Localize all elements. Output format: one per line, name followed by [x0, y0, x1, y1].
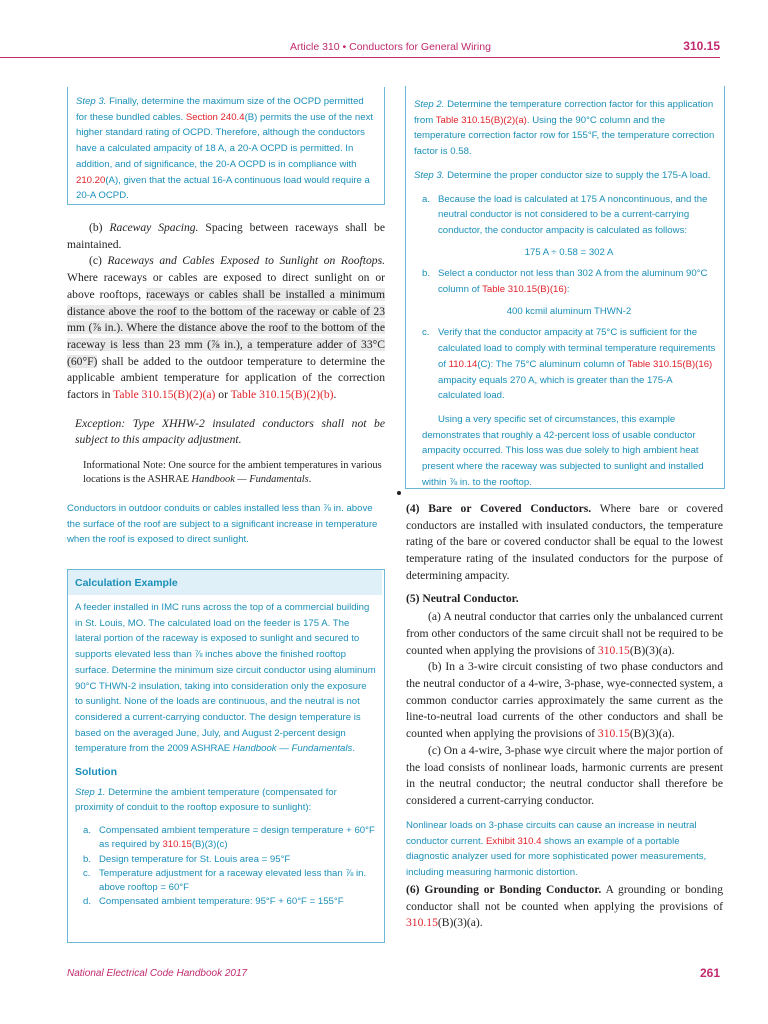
section-5-heading: (5) Neutral Conductor. — [406, 591, 519, 605]
commentary-sunlight: Conductors in outdoor conduits or cables installed less than ⅞ in. above the surface of the roof are subject to a significant increase in temperature when the roof is exposed to direct sunlight. — [67, 503, 378, 546]
section-number: 310.15 — [683, 39, 720, 53]
list-item: b. Design temperature for St. Louis area = 95°F — [83, 853, 291, 865]
commentary-nonlinear: Nonlinear loads on 3-phase circuits can cause an increase in neutral conductor current. Exhibit 310.4 shows an example of a portable diagnostic analyzer used for more sophisticated power measurements, including measuring harmonic distortion. — [406, 820, 707, 879]
list-item: c. Temperature adjustment for a raceway elevated less than ⅞ in. above rooftop = 60°F — [83, 867, 367, 893]
section-6: (6) Grounding or Bonding Conductor. A grounding or bonding conductor shall not be counted when applying the provisions of 310.15(B)(3)(a). — [406, 883, 723, 930]
right-box-content — [414, 97, 716, 490]
calc-step1: Step 1. Determine the ambient temperature (compensated for proximity of conduit to the rooftop exposure to sunlight): — [75, 786, 337, 814]
left-box-step3: Step 3. Finally, determine the maximum size of the OCPD permitted for these bundled cables. Section 240.4(B) permits the use of the next higher standard rating of OCPD. Therefore, although the conductors have a calculated ampacity of 18 A, a 20-A OCPD is permitted. In addition, and of significance, the 20-A OCPD is in compliance with 210.20(A), given that the actual 16-A continuous load would require a 20-A OCPD. — [76, 96, 374, 202]
calc-intro: A feeder installed in IMC runs across the top of a commercial building in St. Louis, MO. The calculated load on the feeder is 175 A. The lateral portion of the raceway is exposed to sunlight and secured to supports elevated less than ⅞ inches above the finished rooftop surface. Determine the minimum size circuit conductor using aluminum 90°C THWN-2 insulation, taking into consideration only the exposure to sunlight. None of the loads are continuous, and the neutral is not considered a current-carrying conductor. The design temperature is based on the averaged June, July, and August 2-percent design temperature from the 2009 ASHRAE Handbook — Fundamentals. — [75, 602, 376, 755]
informational-note: Informational Note: One source for the ambient temperatures in various locations is the ASHRAE Handbook — Fundamentals. — [83, 460, 382, 485]
section-5a: (a) A neutral conductor that carries only the unbalanced current from other conductors of the same circuit shall not be required to be counted when applying the provisions of 310.15(B)(3)(a). — [406, 610, 723, 657]
ref-210-20[interactable]: 210.20 — [76, 174, 106, 186]
section-5b: (b) In a 3-wire circuit consisting of two phase conductors and the neutral conductor of a 4-wire, 3-phase, wye-connected system, a common conductor carries approximately the same current as the line-to-neutral load currents of the other conductors and shall be counted when applying the provisions of 310.15(B)(3)(a). — [406, 660, 723, 741]
ref-110-14[interactable]: 110.14 — [448, 358, 478, 370]
right-closing: Using a very specific set of circumstances, this example demonstrates that roughly a 42-percent loss of usable conductor ampacity occurred. This loss was due solely to high ambient heat present where the raceway was subjected to sunlight and installed within ⅞ in. to the rooftop. — [422, 413, 704, 488]
ref-table-b2a-right[interactable]: Table 310.15(B)(2)(a) — [435, 114, 527, 126]
ref-310-15-5a[interactable]: 310.15 — [597, 643, 630, 657]
ref-310-15-6[interactable]: 310.15 — [406, 916, 438, 930]
header-rule — [0, 57, 720, 58]
right-step3-list — [414, 192, 716, 404]
running-head: Article 310 • Conductors for General Wiring — [290, 41, 491, 53]
calculation-body — [75, 600, 377, 909]
formula: 175 A ÷ 0.58 = 302 A — [524, 246, 614, 258]
conductor-result: 400 kcmil aluminum THWN-2 — [506, 305, 632, 317]
section-4: (4) Bare or Covered Conductors. Where bare or covered conductors are installed with insulated conductors, the temperature rating of the bare or covered conductor shall be equal to the lowest temperature rating of the insulated conductors for the purpose of determining ampacity. — [406, 502, 723, 582]
ref-310-15[interactable]: 310.15 — [162, 839, 192, 851]
ref-section-240-4[interactable]: Section 240.4 — [185, 111, 245, 123]
right-body — [406, 501, 723, 810]
ref-table-b16[interactable]: Table 310.15(B)(16) — [482, 284, 567, 296]
ref-table-b2b[interactable]: Table 310.15(B)(2)(b) — [230, 388, 334, 402]
para-b: (b) Raceway Spacing. Spacing between raceways shall be maintained. — [67, 221, 385, 251]
ref-310-15-5b[interactable]: 310.15 — [597, 727, 630, 741]
ref-table-b16-c[interactable]: Table 310.15(B)(16) — [627, 358, 713, 370]
right-step2: Step 2. Determine the temperature correction factor for this application from Table 310.15(B)(2)(a). Using the 90°C column and the temperature correction factor row for 155°F, the temperature correction factor is 0.58. — [414, 99, 715, 158]
ref-table-b2a[interactable]: Table 310.15(B)(2)(a) — [113, 388, 216, 402]
section-5c: (c) On a 4-wire, 3-phase wye circuit where the major portion of the load consists of nonlinear loads, harmonic currents are present in the neutral conductor; the neutral conductor shall therefore be considered a current-carrying conductor. — [406, 743, 723, 807]
page-header — [0, 0, 768, 60]
footer-book-title: National Electrical Code Handbook 2017 — [67, 968, 248, 979]
list-item: c. Verify that the conductor ampacity at 75°C is sufficient for the calculated load to comply with terminal temperature requirements of 110.14(C): The 75°C aluminum column of Table 310.15(B)(16) ampacity equals 270 A, which is greater than the 175-A calculated load. — [422, 327, 716, 402]
right-step3: Step 3. Determine the proper conductor size to supply the 175-A load. — [414, 169, 711, 181]
calc-step1-list — [75, 824, 377, 909]
list-item: a. Compensated ambient temperature = design temperature + 60°F as required by 310.15(B)(3)(c) — [83, 825, 375, 851]
exception: Exception: Type XHHW-2 insulated conductors shall not be subject to this ampacity adjustment. — [75, 416, 385, 447]
page-number: 261 — [699, 966, 720, 980]
list-item: b. Select a conductor not less than 302 A from the aluminum 90°C column of Table 310.15(B)(16): 400 kcmil aluminum THWN-2 — [422, 266, 716, 319]
calculation-title: Calculation Example — [75, 577, 178, 589]
list-item: a. Because the load is calculated at 175 A noncontinuous, and the neutral conductor is not considered to be a current-carrying conductor, the conductor ampacity is calculated as follows: 175 A ÷ 0.58 = 302 A — [422, 192, 716, 261]
solution-heading: Solution — [75, 766, 117, 779]
list-item: d. Compensated ambient temperature: 95°F + 60°F = 155°F — [83, 896, 344, 908]
left-body — [67, 220, 385, 486]
ref-exhibit-310-4[interactable]: Exhibit 310.4 — [486, 835, 542, 847]
para-c: (c) Raceways and Cables Exposed to Sunlight on Rooftops. Where raceways or cables are exposed to direct sunlight on or above rooftops, raceways or cables shall be installed a minimum distance above the roof to the bottom of the raceway or cable of 23 mm (⅞ in.). Where the distance above the roof to the bottom of the raceway is less than 23 mm (⅞ in.), a temperature adder of 33°C (60°F) shall be added to the outdoor temperature to determine the applicable ambient temperature for application of the correction factors in Table 310.15(B)(2)(a) or Table 310.15(B)(2)(b). — [67, 254, 385, 402]
bullet-marker — [397, 491, 401, 495]
